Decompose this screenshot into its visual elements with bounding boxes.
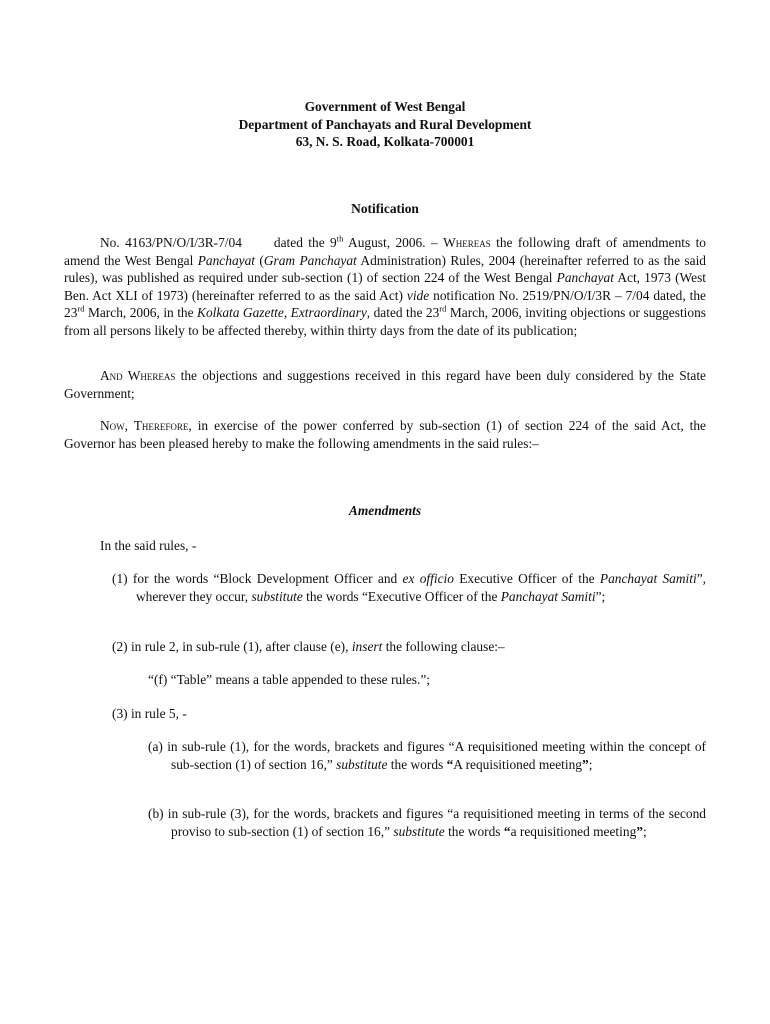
amendment-item-2-clause: “(f) “Table” means a table appended to these rules.”; bbox=[148, 672, 430, 687]
department-heading: Department of Panchayats and Rural Development bbox=[238, 117, 532, 132]
amendment-item-3: (3) in rule 5, - bbox=[112, 706, 187, 721]
amendment-item-3b: (b) in sub-rule (3), for the words, brackets and figures “a requisitioned meeting in terms of the second proviso to sub-section (1) of section 16,” substitute the words “a requisitioned meeting”; bbox=[148, 806, 706, 839]
amendments-intro: In the said rules, - bbox=[100, 538, 197, 553]
now-therefore-paragraph: Now, Therefore, in exercise of the power conferred by sub-section (1) of section 224 of the said Act, the Governor has been pleased hereby to make the following amendments in the said rules:– bbox=[64, 418, 706, 451]
amendments-title: Amendments bbox=[348, 503, 422, 518]
amendment-item-2: (2) in rule 2, in sub-rule (1), after clause (e), insert the following clause:– bbox=[112, 639, 505, 654]
and-whereas-paragraph: And Whereas the objections and suggestions received in this regard have been duly considered by the State Government; bbox=[64, 368, 706, 401]
amendment-item-1: (1) for the words “Block Development Officer and ex officio Executive Officer of the Panchayat Samiti”, wherever they occur, substitute the words “Executive Officer of the Panchayat Samiti”; bbox=[112, 571, 706, 604]
address-heading: 63, N. S. Road, Kolkata-700001 bbox=[295, 134, 475, 149]
notification-number: No. 4163/PN/O/I/3R-7/04 bbox=[100, 235, 242, 250]
notification-paragraph: No. 4163/PN/O/I/3R-7/04 dated the 9th August, 2006. – Whereas the following draft of amendments to amend the West Bengal Panchayat (Gram Panchayat Administration) Rules, 2004 (hereinafter referred to as the said rules), was published as required under sub-section (1) of section 224 of the West Bengal Panchayat Act, 1973 (West Ben. Act XLI of 1973) (hereinafter referred to as the said Act) vide notification No. 2519/PN/O/I/3R – 7/04 dated, the 23rd March, 2006, in the Kolkata Gazette, Extraordinary, dated the 23rd March, 2006, inviting objections or suggestions from all persons likely to be affected thereby, within thirty days from the date of its publication; bbox=[64, 233, 707, 338]
notification-title: Notification bbox=[351, 201, 419, 216]
amendment-item-3a: (a) in sub-rule (1), for the words, brackets and figures “A requisitioned meeting within the concept of sub-section (1) of section 16,” substitute the words “A requisitioned meeting”; bbox=[148, 739, 706, 772]
government-heading: Government of West Bengal bbox=[304, 99, 466, 114]
